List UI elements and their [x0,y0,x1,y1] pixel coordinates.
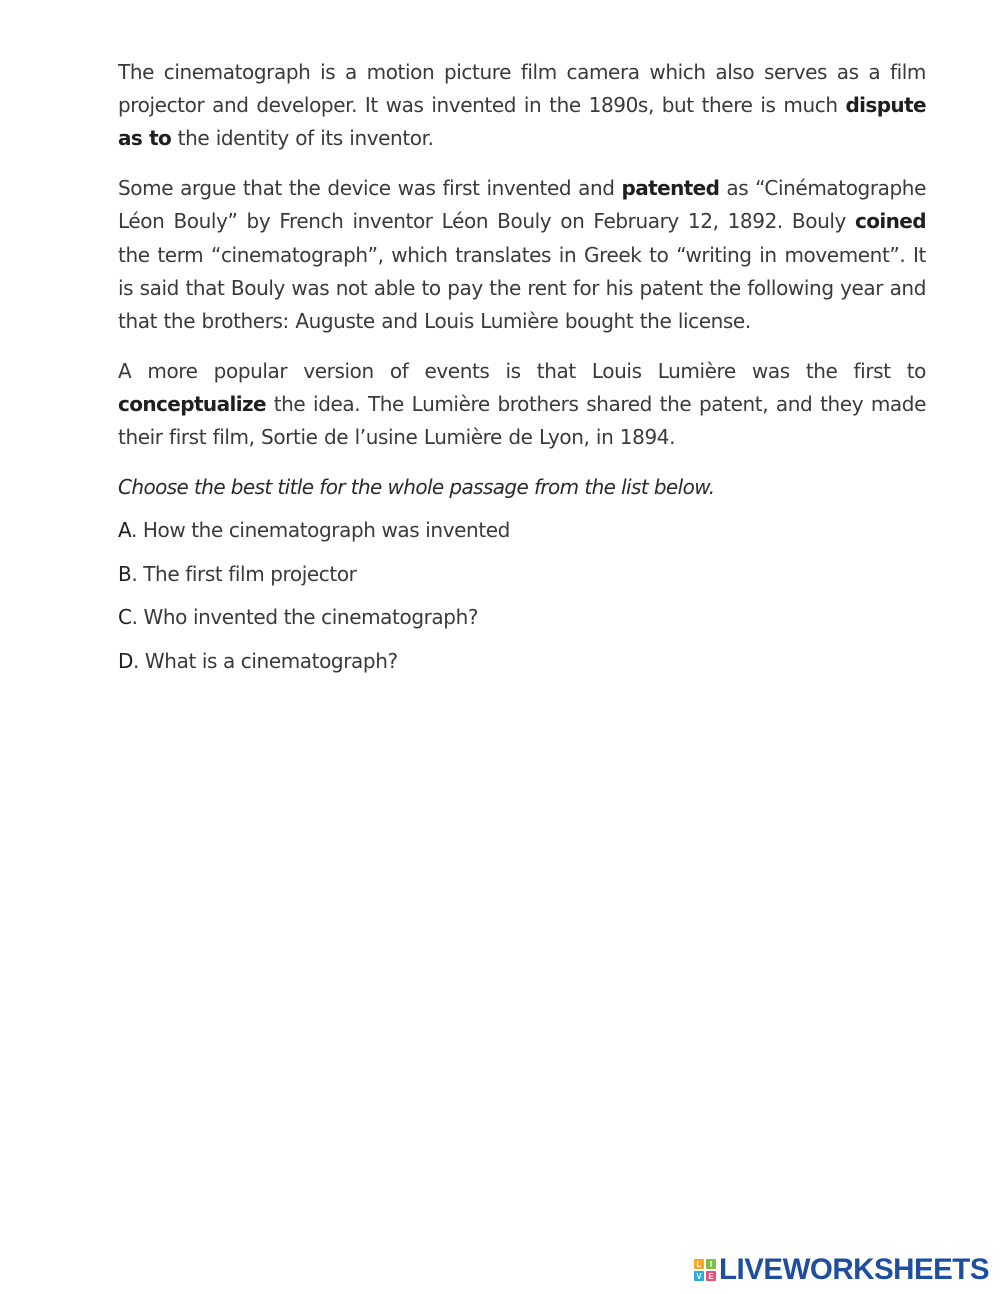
option-text: . How the cinematograph was invented [130,518,510,543]
answer-option-c[interactable] [118,601,926,645]
svg-text:L: L [696,1260,702,1269]
paragraph-text: Some argue that the device was first invented and [118,176,622,201]
paragraph-text: A more popular version of events is that Louis Lumière was the first to [118,358,926,383]
question-prompt: Choose the best title for the whole passage from the list below. [118,474,715,499]
answer-option-d[interactable] [118,645,926,689]
svg-text:V: V [696,1272,702,1281]
worksheet-content [118,56,926,688]
option-letter: B [118,561,132,586]
bold-term: conceptualize [118,391,266,416]
option-text: . Who invented the cinematograph? [131,605,479,630]
svg-text:I: I [709,1260,713,1269]
logo-wordmark: LIVEWORKSHEETS [719,1253,989,1286]
bold-term: dispute as to [118,93,926,151]
liveworksheets-logo-icon [694,1259,716,1281]
option-letter: C [118,605,132,630]
paragraph-text: the term “cinematograph”, which translates in Greek to “writing in movement”. It is said that Bouly was not able to pay the rent for his patent the following year and that the brothers: Auguste and Louis Lumière bought the license. [118,242,926,333]
bold-term: coined [855,209,926,234]
svg-text:E: E [708,1272,714,1281]
paragraph-text: the identity of its inventor. [171,126,434,151]
liveworksheets-logo [694,1255,989,1285]
paragraph-text: as “Cinématographe Léon Bouly” by French inventor Léon Bouly on February 12, 1892. Bouly [118,176,926,234]
option-text: . The first film projector [131,561,357,586]
paragraph-text: the idea. The Lumière brothers shared the patent, and they made their first film, Sortie de l’usine Lumière de Lyon, in 1894. [118,391,926,450]
bold-term: patented [621,176,720,201]
answer-option-a[interactable] [118,514,926,558]
option-text: . What is a cinematograph? [133,648,398,673]
passage-paragraph-3 [118,355,926,455]
paragraph-text: The cinematograph is a motion picture film camera which also serves as a film projector and developer. It was invented in the 1890s, but there is much [118,60,926,118]
passage-paragraph-2 [118,172,926,338]
option-letter: A [118,518,131,543]
answer-option-b[interactable] [118,558,926,602]
option-letter: D [118,648,134,673]
passage-paragraph-1 [118,56,926,156]
